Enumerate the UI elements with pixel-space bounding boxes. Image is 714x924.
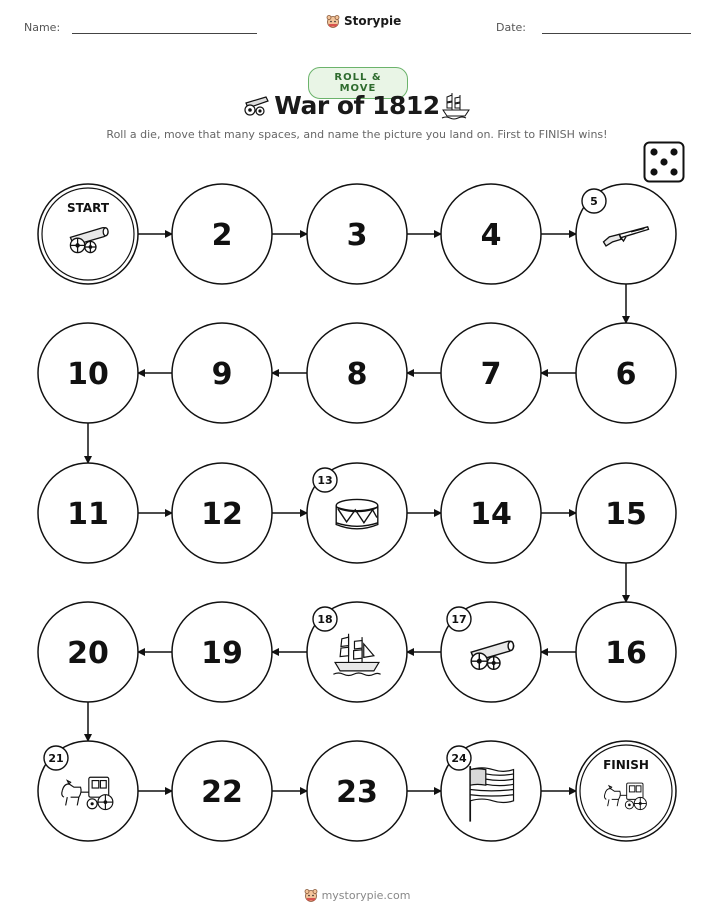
board-space-6 (576, 323, 676, 423)
board-space-5 (576, 184, 676, 284)
name-label: Name: (24, 21, 61, 34)
space-number-badge-text: 18 (317, 613, 333, 626)
board-space-7 (441, 323, 541, 423)
drum-icon (336, 499, 378, 528)
space-number-badge-text: 5 (590, 195, 598, 208)
board-space-22 (172, 741, 272, 841)
space-number: 7 (480, 357, 502, 392)
board-space-17 (441, 602, 541, 702)
board-space-13 (307, 463, 407, 563)
space-number: 4 (480, 218, 502, 253)
space-number: 19 (201, 636, 243, 671)
board-space-24 (441, 741, 541, 841)
start-space (38, 184, 138, 284)
board-space-10 (38, 323, 138, 423)
space-number: 15 (605, 497, 647, 532)
space-number: 9 (211, 357, 233, 392)
board-space-4 (441, 184, 541, 284)
space-number-badge-text: 21 (48, 752, 64, 765)
space-number: 14 (470, 497, 512, 532)
footer-url: mystorypie.com (321, 888, 411, 902)
board-space-3 (307, 184, 407, 284)
space-number: 6 (615, 357, 637, 392)
board-space-9 (172, 323, 272, 423)
board-space-20 (38, 602, 138, 702)
space-number: 11 (67, 497, 109, 532)
space-number-badge-text: 24 (451, 752, 467, 765)
instructions-text: Roll a die, move that many spaces, and name the picture you land on. First to FINISH wins! (106, 128, 608, 141)
board-space-15 (576, 463, 676, 563)
space-number: 16 (605, 636, 647, 671)
space-circle (576, 741, 676, 841)
space-number-badge-text: 17 (451, 613, 467, 626)
finish-space (576, 741, 676, 841)
footer (0, 888, 714, 902)
board-space-14 (441, 463, 541, 563)
board-spaces (38, 184, 676, 841)
brand-name: Storypie (344, 14, 402, 28)
board-space-19 (172, 602, 272, 702)
date-label: Date: (496, 21, 526, 34)
storypie-mascot-icon (304, 888, 318, 902)
board-space-21 (38, 741, 138, 841)
board-space-11 (38, 463, 138, 563)
board-space-18 (307, 602, 407, 702)
board-space-2 (172, 184, 272, 284)
board-space-8 (307, 323, 407, 423)
board-space-16 (576, 602, 676, 702)
space-number: 12 (201, 497, 243, 532)
space-number: 23 (336, 775, 378, 810)
finish-label: FINISH (603, 758, 649, 772)
board-space-23 (307, 741, 407, 841)
space-number-badge-text: 13 (317, 474, 333, 487)
space-number: 3 (346, 218, 368, 253)
space-number: 10 (67, 357, 109, 392)
board-space-12 (172, 463, 272, 563)
page-title: War of 1812 (274, 91, 440, 120)
space-number: 2 (211, 218, 233, 253)
start-label: START (66, 201, 110, 215)
space-number: 22 (201, 775, 243, 810)
game-type-badge: ROLL & MOVE (308, 67, 408, 99)
space-number: 20 (67, 636, 109, 671)
space-number: 8 (346, 357, 368, 392)
